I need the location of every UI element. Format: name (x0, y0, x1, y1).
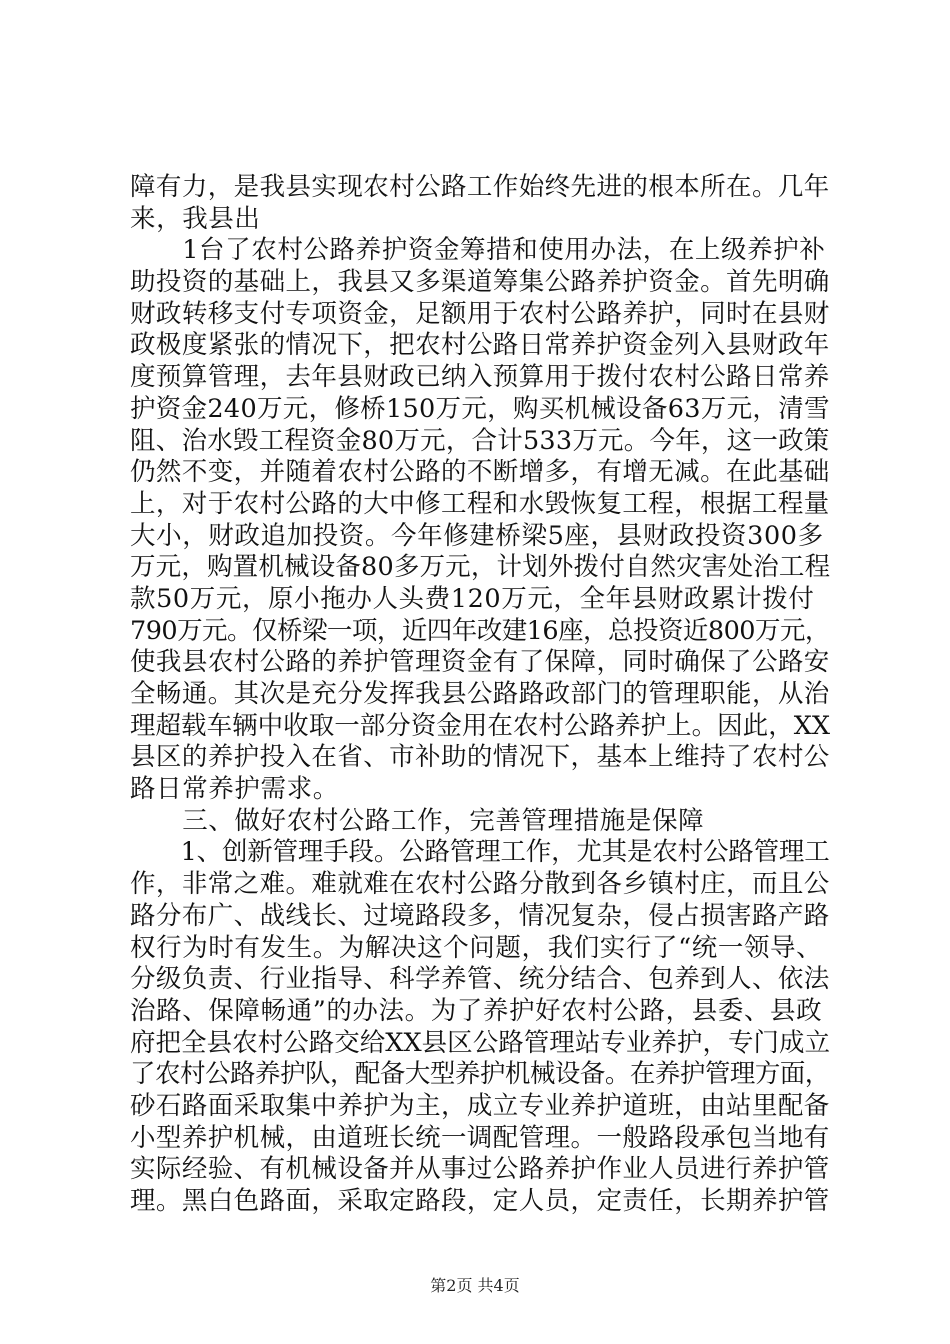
text-line: 障有力，是我县实现农村公路工作始终先进的根本所在。几年 (130, 172, 830, 202)
text-line: 三、做好农村公路工作，完善管理措施是保障 (130, 805, 705, 836)
text-line: 使我县农村公路的养护管理资金有了保障，同时确保了公路安 (130, 647, 830, 678)
text-line: 度预算管理，去年县财政已纳入预算用于拨付农村公路日常养 (130, 362, 830, 393)
text-line: 分级负责、行业指导、科学养管、统分结合、包养到人、依法 (130, 964, 830, 995)
text-line: 上，对于农村公路的大中修工程和水毁恢复工程，根据工程量 (130, 488, 830, 519)
text-line: 大小，财政追加投资。今年修建桥梁5座，县财政投资300多 (130, 520, 824, 551)
text-line: 了农村公路养护队，配备大型养护机械设备。在养护管理方面， (130, 1059, 830, 1090)
text-line: 县区的养护投入在省、市补助的情况下，基本上维持了农村公 (130, 742, 830, 773)
text-line: 路分布广、战线长、过境路段多，情况复杂，侵占损害路产路 (130, 900, 830, 931)
text-line: 府把全县农村公路交给XX县区公路管理站专业养护，专门成立 (130, 1027, 831, 1058)
text-line: 仍然不变，并随着农村公路的不断增多，有增无减。在此基础 (130, 457, 830, 488)
text-line: 权行为时有发生。为解决这个问题，我们实行了“统一领导、 (130, 932, 823, 963)
text-line: 助投资的基础上，我县又多渠道筹集公路养护资金。首先明确 (130, 267, 830, 298)
text-line: 790万元。仅桥梁一项，近四年改建16座，总投资近800万元， (130, 615, 830, 646)
text-line: 阻、治水毁工程资金80万元，合计533万元。今年，这一政策 (130, 425, 830, 456)
body-text (130, 172, 830, 1218)
text-line: 1、创新管理手段。公路管理工作，尤其是农村公路管理工 (130, 837, 830, 868)
text-line: 小型养护机械，由道班长统一调配管理。一般路段承包当地有 (130, 1122, 830, 1153)
text-line: 护资金240万元，修桥150万元，购买机械设备63万元，清雪 (130, 393, 830, 424)
text-line: 理。黑白色路面，采取定路段，定人员，定责任，长期养护管 (130, 1186, 830, 1216)
page-footer: 第2页 共4页 (430, 1276, 520, 1295)
text-line: 来，我县出 (130, 203, 261, 234)
text-line: 财政转移支付专项资金，足额用于农村公路养护，同时在县财 (130, 298, 830, 329)
text-line: 款50万元，原小拖办人头费120万元，全年县财政累计拨付 (130, 583, 815, 614)
text-line: 实际经验、有机械设备并从事过公路养护作业人员进行养护管 (130, 1154, 830, 1185)
text-line: 砂石路面采取集中养护为主，成立专业养护道班，由站里配备 (130, 1090, 830, 1121)
text-line: 万元，购置机械设备80多万元，计划外拨付自然灾害处治工程 (130, 552, 831, 583)
text-line: 全畅通。其次是充分发挥我县公路路政部门的管理职能，从治 (130, 679, 830, 709)
text-line: 治路、保障畅通”的办法。为了养护好农村公路，县委、县政 (130, 995, 823, 1026)
text-line: 作，非常之难。难就难在农村公路分散到各乡镇村庄，而且公 (130, 869, 830, 900)
text-line: 理超载车辆中收取一部分资金用在农村公路养护上。因此，XX (130, 710, 831, 741)
text-line: 1台了农村公路养护资金筹措和使用办法，在上级养护补 (130, 235, 826, 266)
text-line: 路日常养护需求。 (130, 774, 339, 805)
text-line: 政极度紧张的情况下，把农村公路日常养护资金列入县财政年 (130, 330, 830, 361)
